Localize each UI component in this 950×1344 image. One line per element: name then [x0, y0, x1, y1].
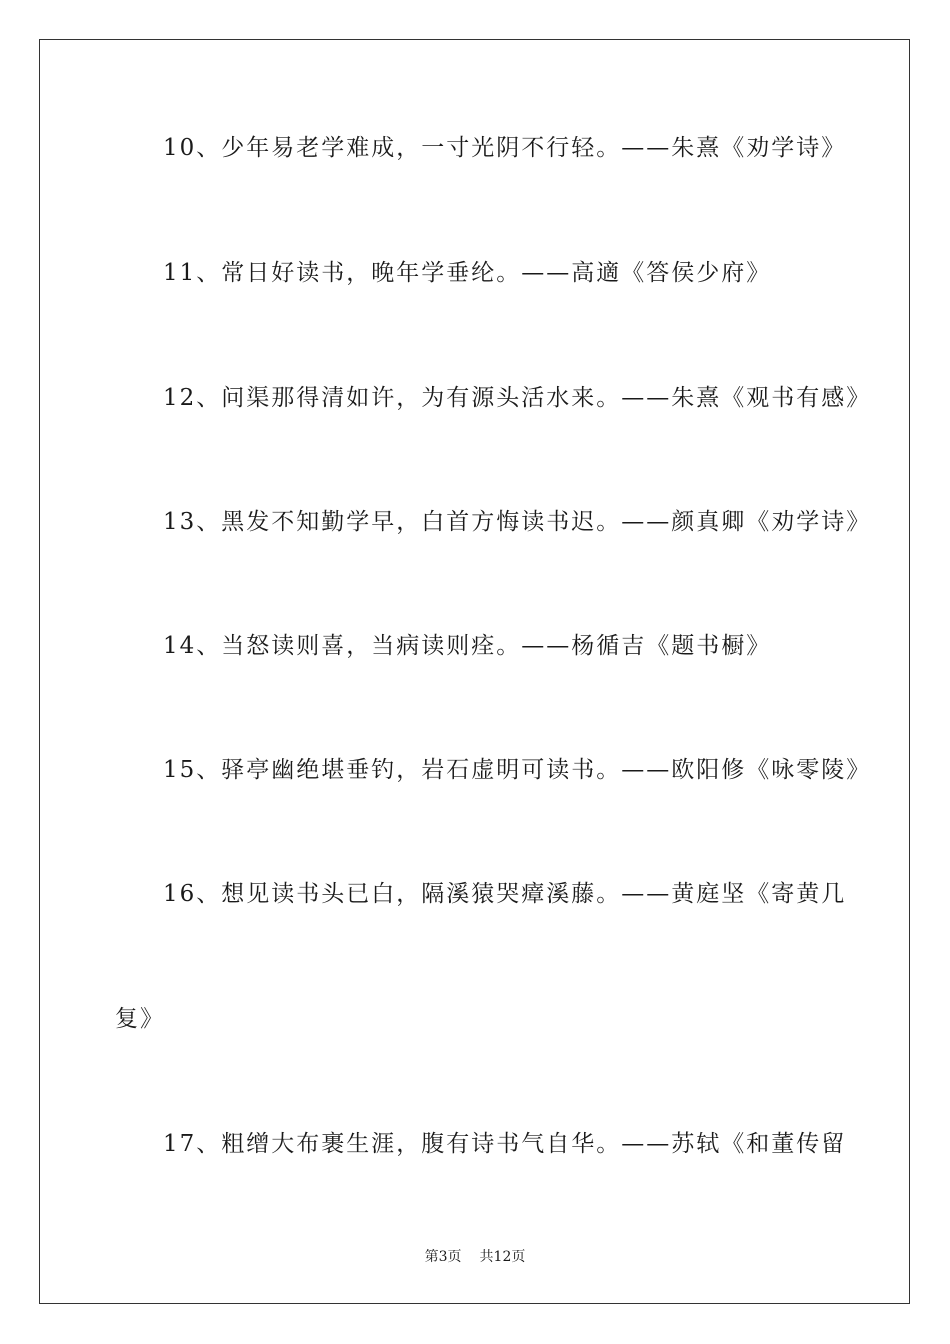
quote-line-13: 13、黑发不知勤学早，白首方悔读书迟。——颜真卿《劝学诗》: [163, 509, 872, 535]
quote-line-12: 12、问渠那得清如许，为有源头活水来。——朱熹《观书有感》: [163, 385, 872, 411]
quote-line-10: 10、少年易老学难成，一寸光阴不行轻。——朱熹《劝学诗》: [163, 135, 847, 161]
page-number: 第3页: [424, 1249, 462, 1265]
quote-line-15: 15、驿亭幽绝堪垂钓，岩石虚明可读书。——欧阳修《咏零陵》: [163, 757, 872, 783]
quote-line-14: 14、当怒读则喜，当病读则痊。——杨循吉《题书橱》: [163, 633, 772, 659]
page-total: 共12页: [479, 1249, 526, 1265]
quote-line-17: 17、粗缯大布裹生涯，腹有诗书气自华。——苏轼《和董传留: [163, 1131, 847, 1157]
quote-line-11: 11、常日好读书，晚年学垂纶。——高適《答侯少府》: [163, 260, 772, 286]
quote-line-16: 16、想见读书头已白，隔溪猿哭瘴溪藤。——黄庭坚《寄黄几: [163, 881, 847, 907]
page-frame: [39, 39, 910, 1304]
quote-line-16-continued: 复》: [115, 1006, 165, 1032]
page-footer: [0, 1247, 950, 1267]
